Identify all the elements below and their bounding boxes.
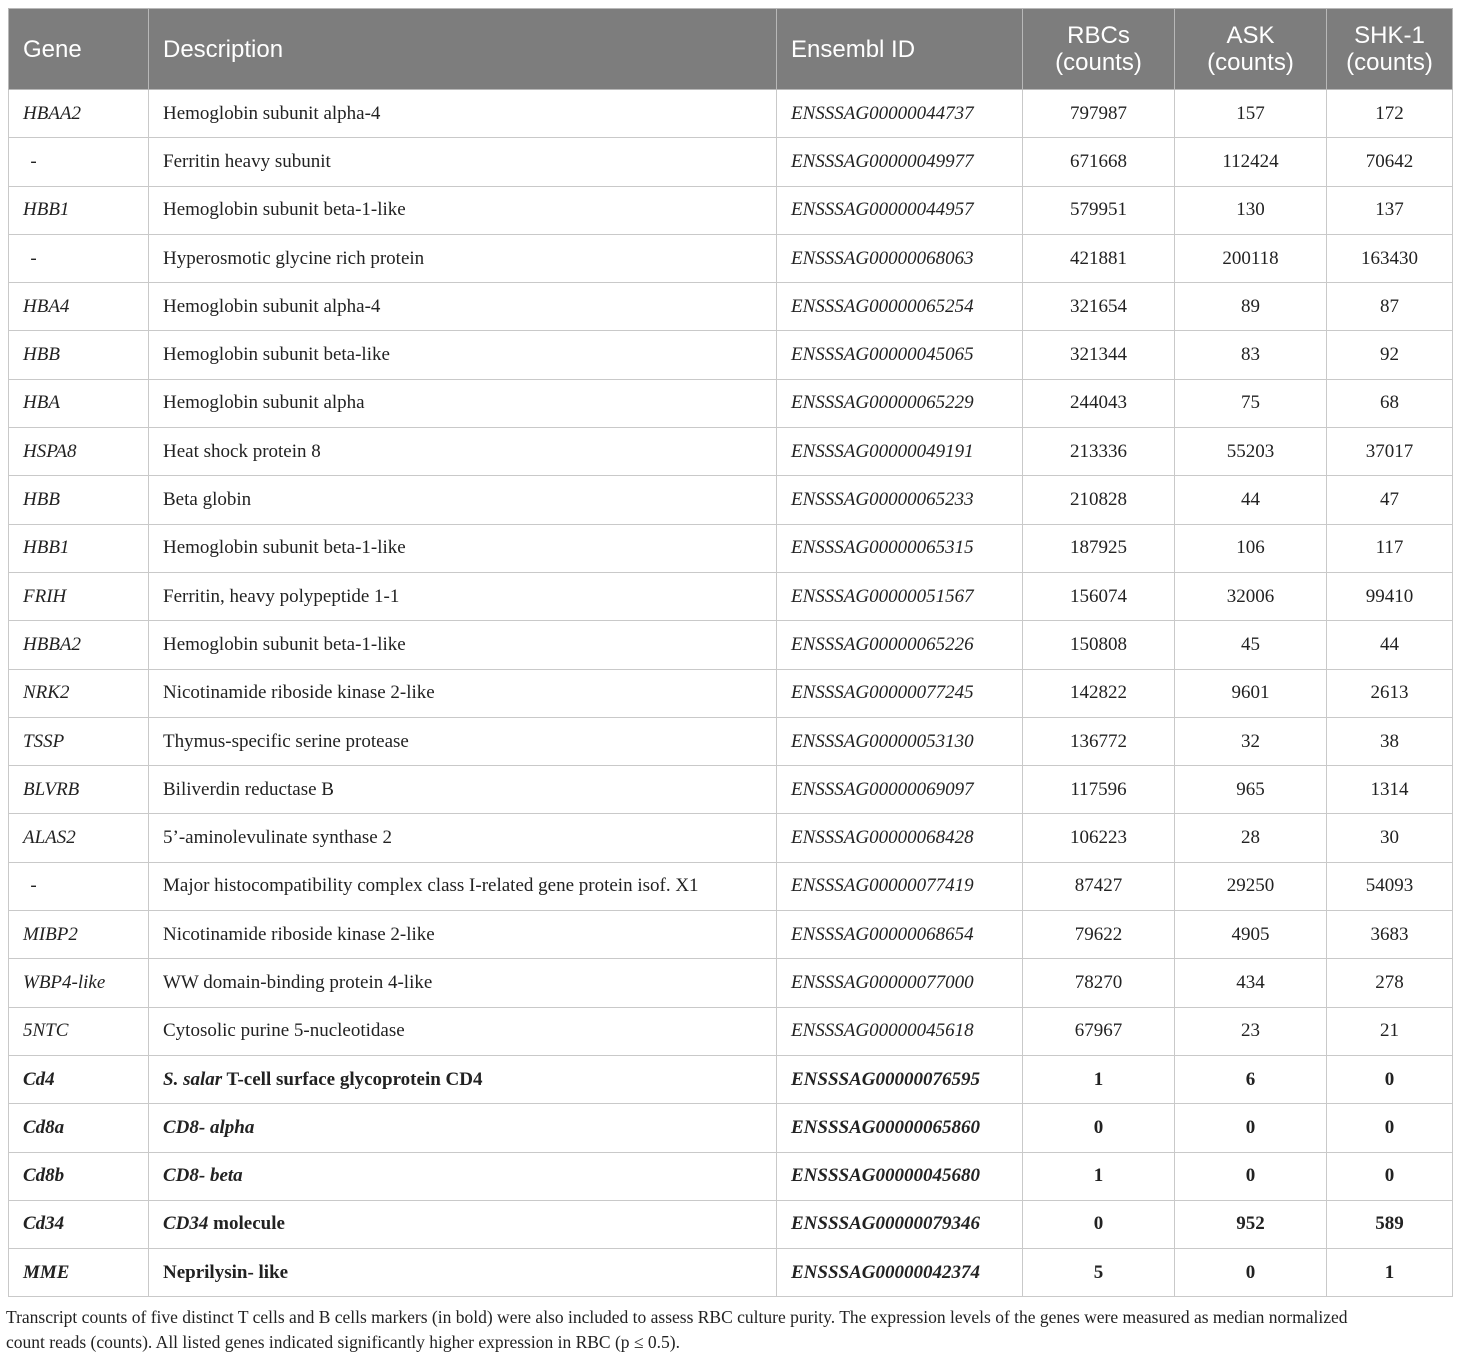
cell-description — [149, 1104, 777, 1152]
cell-rbc-count: 156074 — [1023, 572, 1175, 620]
description-text: Hyperosmotic glycine rich protein — [163, 247, 425, 269]
cell-rbc-count: 136772 — [1023, 717, 1175, 765]
description-text: Hemoglobin subunit alpha-4 — [163, 102, 381, 124]
cell-gene: FRIH — [9, 572, 149, 620]
cell-rbc-count: 106223 — [1023, 814, 1175, 862]
table-row — [9, 621, 1453, 669]
description-text: Thymus-specific serine protease — [163, 730, 409, 752]
cell-description — [149, 476, 777, 524]
cell-ensembl-id: ENSSSAG00000065233 — [777, 476, 1023, 524]
cell-ensembl-id: ENSSSAG00000049977 — [777, 138, 1023, 186]
header-ask-line1: ASK — [1226, 22, 1275, 49]
cell-ensembl-id: ENSSSAG00000077419 — [777, 862, 1023, 910]
cell-ask-count: 9601 — [1175, 669, 1327, 717]
header-rbcs-line2: (counts) — [1055, 49, 1142, 76]
cell-description — [149, 90, 777, 138]
cell-rbc-count: 0 — [1023, 1200, 1175, 1248]
cell-description — [149, 1007, 777, 1055]
cell-description — [149, 669, 777, 717]
cell-gene: NRK2 — [9, 669, 149, 717]
cell-shk1-count: 68 — [1327, 379, 1453, 427]
table-row — [9, 379, 1453, 427]
cell-gene: 5NTC — [9, 1007, 149, 1055]
cell-gene: HBAA2 — [9, 90, 149, 138]
cell-description — [149, 911, 777, 959]
cell-ask-count: 434 — [1175, 959, 1327, 1007]
cell-gene: HBBA2 — [9, 621, 149, 669]
cell-shk1-count: 172 — [1327, 90, 1453, 138]
cell-ensembl-id: ENSSSAG00000045618 — [777, 1007, 1023, 1055]
table-row — [9, 959, 1453, 1007]
cell-gene: - — [9, 138, 149, 186]
cell-ask-count: 4905 — [1175, 911, 1327, 959]
table-row — [9, 911, 1453, 959]
cell-ensembl-id: ENSSSAG00000065229 — [777, 379, 1023, 427]
cell-rbc-count: 579951 — [1023, 186, 1175, 234]
cell-ask-count: 83 — [1175, 331, 1327, 379]
table-row — [9, 428, 1453, 476]
cell-description — [149, 862, 777, 910]
cell-description — [149, 379, 777, 427]
cell-rbc-count: 1 — [1023, 1055, 1175, 1103]
cell-ask-count: 75 — [1175, 379, 1327, 427]
header-ensembl-id: Ensembl ID — [777, 9, 1023, 90]
description-text: Biliverdin reductase B — [163, 778, 334, 800]
cell-ensembl-id: ENSSSAG00000042374 — [777, 1249, 1023, 1297]
cell-shk1-count: 38 — [1327, 717, 1453, 765]
cell-description — [149, 766, 777, 814]
cell-ensembl-id: ENSSSAG00000076595 — [777, 1055, 1023, 1103]
cell-ask-count: 0 — [1175, 1104, 1327, 1152]
description-text: Cytosolic purine 5-nucleotidase — [163, 1020, 405, 1042]
cell-rbc-count: 213336 — [1023, 428, 1175, 476]
cell-ask-count: 32 — [1175, 717, 1327, 765]
cell-shk1-count: 0 — [1327, 1152, 1453, 1200]
table-row — [9, 669, 1453, 717]
description-italic: CD8- beta — [163, 1165, 243, 1187]
cell-rbc-count: 421881 — [1023, 234, 1175, 282]
cell-ensembl-id: ENSSSAG00000051567 — [777, 572, 1023, 620]
table-footnote — [6, 1305, 1454, 1355]
table-row — [9, 186, 1453, 234]
cell-description — [149, 1055, 777, 1103]
cell-rbc-count: 150808 — [1023, 621, 1175, 669]
cell-description — [149, 717, 777, 765]
table-row — [9, 138, 1453, 186]
cell-gene: - — [9, 862, 149, 910]
cell-shk1-count: 70642 — [1327, 138, 1453, 186]
cell-rbc-count: 78270 — [1023, 959, 1175, 1007]
header-shk1-line2: (counts) — [1346, 49, 1433, 76]
cell-shk1-count: 87 — [1327, 283, 1453, 331]
header-rbcs-line1: RBCs — [1067, 22, 1130, 49]
cell-shk1-count: 47 — [1327, 476, 1453, 524]
description-italic: CD8- alpha — [163, 1116, 255, 1138]
cell-ask-count: 6 — [1175, 1055, 1327, 1103]
header-gene: Gene — [9, 9, 149, 90]
description-text: 5’-aminolevulinate synthase 2 — [163, 827, 392, 849]
cell-ask-count: 130 — [1175, 186, 1327, 234]
table-row — [9, 862, 1453, 910]
cell-shk1-count: 1314 — [1327, 766, 1453, 814]
table-row — [9, 766, 1453, 814]
description-text: Neprilysin- like — [163, 1261, 289, 1283]
cell-gene: Cd34 — [9, 1200, 149, 1248]
table-row — [9, 1055, 1453, 1103]
cell-ask-count: 157 — [1175, 90, 1327, 138]
cell-gene: HBB — [9, 331, 149, 379]
cell-description — [149, 234, 777, 282]
description-text: Heat shock protein 8 — [163, 440, 321, 462]
cell-description — [149, 959, 777, 1007]
cell-ensembl-id: ENSSSAG00000068654 — [777, 911, 1023, 959]
cell-shk1-count: 589 — [1327, 1200, 1453, 1248]
cell-ask-count: 89 — [1175, 283, 1327, 331]
cell-ask-count: 32006 — [1175, 572, 1327, 620]
cell-shk1-count: 54093 — [1327, 862, 1453, 910]
cell-description — [149, 814, 777, 862]
cell-shk1-count: 3683 — [1327, 911, 1453, 959]
description-text: Nicotinamide riboside kinase 2-like — [163, 923, 435, 945]
cell-ask-count: 55203 — [1175, 428, 1327, 476]
cell-shk1-count: 278 — [1327, 959, 1453, 1007]
cell-shk1-count: 117 — [1327, 524, 1453, 572]
table-row — [9, 1249, 1453, 1297]
footnote-line-2: count reads (counts). All listed genes indicated significantly higher expression in RBC (p ≤ 0.5). — [6, 1332, 680, 1352]
cell-shk1-count: 37017 — [1327, 428, 1453, 476]
cell-description — [149, 1152, 777, 1200]
gene-table-container — [8, 8, 1452, 1297]
table-row — [9, 234, 1453, 282]
cell-ensembl-id: ENSSSAG00000044737 — [777, 90, 1023, 138]
cell-description — [149, 138, 777, 186]
header-shk1-line1: SHK-1 — [1354, 22, 1425, 49]
header-rbcs — [1023, 9, 1175, 90]
cell-description — [149, 1200, 777, 1248]
cell-gene: WBP4-like — [9, 959, 149, 1007]
cell-ensembl-id: ENSSSAG00000065226 — [777, 621, 1023, 669]
description-text: Hemoglobin subunit beta-like — [163, 344, 390, 366]
table-row — [9, 90, 1453, 138]
cell-ask-count: 0 — [1175, 1152, 1327, 1200]
cell-ensembl-id: ENSSSAG00000065254 — [777, 283, 1023, 331]
cell-gene: MIBP2 — [9, 911, 149, 959]
cell-gene: HSPA8 — [9, 428, 149, 476]
cell-rbc-count: 5 — [1023, 1249, 1175, 1297]
cell-ensembl-id: ENSSSAG00000077245 — [777, 669, 1023, 717]
cell-shk1-count: 1 — [1327, 1249, 1453, 1297]
header-description: Description — [149, 9, 777, 90]
table-row — [9, 283, 1453, 331]
cell-gene: BLVRB — [9, 766, 149, 814]
table-row — [9, 1152, 1453, 1200]
cell-ensembl-id: ENSSSAG00000068063 — [777, 234, 1023, 282]
cell-rbc-count: 142822 — [1023, 669, 1175, 717]
table-row — [9, 331, 1453, 379]
description-text: molecule — [208, 1213, 285, 1235]
description-text: T-cell surface glycoprotein CD4 — [222, 1068, 483, 1090]
cell-rbc-count: 117596 — [1023, 766, 1175, 814]
description-italic: CD34 — [163, 1213, 209, 1235]
table-row — [9, 476, 1453, 524]
cell-rbc-count: 321344 — [1023, 331, 1175, 379]
cell-rbc-count: 0 — [1023, 1104, 1175, 1152]
cell-gene: ALAS2 — [9, 814, 149, 862]
description-text: Hemoglobin subunit beta-1-like — [163, 199, 406, 221]
cell-description — [149, 186, 777, 234]
cell-shk1-count: 21 — [1327, 1007, 1453, 1055]
cell-gene: - — [9, 234, 149, 282]
cell-ensembl-id: ENSSSAG00000079346 — [777, 1200, 1023, 1248]
cell-shk1-count: 0 — [1327, 1104, 1453, 1152]
cell-ask-count: 45 — [1175, 621, 1327, 669]
cell-ensembl-id: ENSSSAG00000068428 — [777, 814, 1023, 862]
table-row — [9, 814, 1453, 862]
description-text: Ferritin, heavy polypeptide 1-1 — [163, 585, 400, 607]
cell-ask-count: 44 — [1175, 476, 1327, 524]
cell-rbc-count: 67967 — [1023, 1007, 1175, 1055]
cell-rbc-count: 187925 — [1023, 524, 1175, 572]
cell-description — [149, 524, 777, 572]
table-row — [9, 1200, 1453, 1248]
cell-shk1-count: 137 — [1327, 186, 1453, 234]
cell-ask-count: 965 — [1175, 766, 1327, 814]
cell-rbc-count: 244043 — [1023, 379, 1175, 427]
cell-ensembl-id: ENSSSAG00000065315 — [777, 524, 1023, 572]
description-text: WW domain-binding protein 4-like — [163, 971, 433, 993]
cell-shk1-count: 44 — [1327, 621, 1453, 669]
cell-gene: HBA — [9, 379, 149, 427]
cell-gene: HBB1 — [9, 186, 149, 234]
cell-gene: Cd8a — [9, 1104, 149, 1152]
cell-ensembl-id: ENSSSAG00000069097 — [777, 766, 1023, 814]
description-text: Major histocompatibility complex class I-related gene protein isof. X1 — [163, 875, 699, 897]
cell-rbc-count: 671668 — [1023, 138, 1175, 186]
cell-rbc-count: 1 — [1023, 1152, 1175, 1200]
cell-ensembl-id: ENSSSAG00000053130 — [777, 717, 1023, 765]
cell-gene: HBA4 — [9, 283, 149, 331]
cell-ask-count: 952 — [1175, 1200, 1327, 1248]
cell-shk1-count: 0 — [1327, 1055, 1453, 1103]
cell-shk1-count: 92 — [1327, 331, 1453, 379]
cell-ask-count: 0 — [1175, 1249, 1327, 1297]
cell-description — [149, 572, 777, 620]
table-body — [9, 90, 1453, 1297]
cell-shk1-count: 99410 — [1327, 572, 1453, 620]
cell-description — [149, 428, 777, 476]
table-header-row — [9, 9, 1453, 90]
description-text: Nicotinamide riboside kinase 2-like — [163, 682, 435, 704]
cell-ensembl-id: ENSSSAG00000077000 — [777, 959, 1023, 1007]
gene-expression-table — [8, 8, 1453, 1297]
cell-gene: Cd4 — [9, 1055, 149, 1103]
description-text: Hemoglobin subunit beta-1-like — [163, 537, 406, 559]
cell-ask-count: 200118 — [1175, 234, 1327, 282]
header-shk1 — [1327, 9, 1453, 90]
cell-shk1-count: 2613 — [1327, 669, 1453, 717]
cell-ensembl-id: ENSSSAG00000065860 — [777, 1104, 1023, 1152]
cell-rbc-count: 797987 — [1023, 90, 1175, 138]
cell-ensembl-id: ENSSSAG00000044957 — [777, 186, 1023, 234]
cell-gene: TSSP — [9, 717, 149, 765]
cell-rbc-count: 87427 — [1023, 862, 1175, 910]
cell-shk1-count: 30 — [1327, 814, 1453, 862]
header-ask-line2: (counts) — [1207, 49, 1294, 76]
cell-gene: HBB — [9, 476, 149, 524]
cell-rbc-count: 79622 — [1023, 911, 1175, 959]
footnote-line-1: Transcript counts of five distinct T cells and B cells markers (in bold) were also included to assess RBC culture purity. The expression levels of the genes were measured as median normalized — [6, 1307, 1348, 1327]
description-text: Beta globin — [163, 489, 252, 511]
cell-gene: Cd8b — [9, 1152, 149, 1200]
description-italic: S. salar — [163, 1068, 223, 1090]
cell-gene: HBB1 — [9, 524, 149, 572]
description-text: Ferritin heavy subunit — [163, 150, 331, 172]
cell-ask-count: 28 — [1175, 814, 1327, 862]
cell-description — [149, 621, 777, 669]
description-text: Hemoglobin subunit beta-1-like — [163, 633, 406, 655]
cell-ask-count: 23 — [1175, 1007, 1327, 1055]
table-row — [9, 572, 1453, 620]
table-row — [9, 1104, 1453, 1152]
cell-ensembl-id: ENSSSAG00000049191 — [777, 428, 1023, 476]
header-ask — [1175, 9, 1327, 90]
table-row — [9, 524, 1453, 572]
cell-ensembl-id: ENSSSAG00000045065 — [777, 331, 1023, 379]
cell-ask-count: 106 — [1175, 524, 1327, 572]
description-text: Hemoglobin subunit alpha-4 — [163, 295, 381, 317]
cell-description — [149, 1249, 777, 1297]
cell-ensembl-id: ENSSSAG00000045680 — [777, 1152, 1023, 1200]
cell-shk1-count: 163430 — [1327, 234, 1453, 282]
table-row — [9, 1007, 1453, 1055]
cell-gene: MME — [9, 1249, 149, 1297]
cell-description — [149, 331, 777, 379]
table-row — [9, 717, 1453, 765]
cell-rbc-count: 321654 — [1023, 283, 1175, 331]
cell-ask-count: 29250 — [1175, 862, 1327, 910]
cell-description — [149, 283, 777, 331]
description-text: Hemoglobin subunit alpha — [163, 392, 365, 414]
cell-ask-count: 112424 — [1175, 138, 1327, 186]
cell-rbc-count: 210828 — [1023, 476, 1175, 524]
